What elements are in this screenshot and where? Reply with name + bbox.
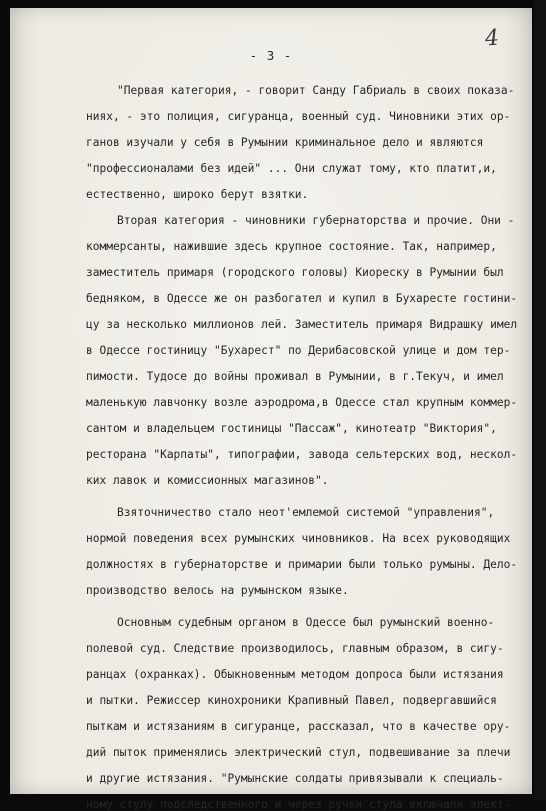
text-line: производство велось на румынском языке. (86, 584, 349, 597)
text-line: пыткам и истязаниям в сигуранце, рассказал, что в качестве ору- (86, 720, 511, 733)
text-line: естественно, широко берут взятки. (86, 188, 309, 201)
text-line: пимости. Тудосе до войны проживал в Румынии, в г.Текуч, и имел (86, 370, 504, 383)
text-line: маленькую лавчонку возле аэродрома,в Одессе стал крупным коммер- (86, 396, 518, 409)
text-line: ресторана "Карпаты", типографии, завода сельтерских вод, нескол- (86, 448, 518, 461)
text-line: Основным судебным органом в Одессе был румынский военно- (117, 616, 495, 629)
text-line: ганов изучали у себя в Румынии криминальное дело и являются (86, 136, 484, 149)
text-line: "профессионалами без идей" ... Они служат тому, кто платит,и, (86, 162, 497, 175)
text-line: ранцах (охранках). Обыкновенным методом допроса были истязания (86, 668, 504, 681)
text-line: "Первая категория, - говорит Санду Габриаль в своих показа- (117, 84, 515, 97)
text-line: заместитель примаря (городского головы) Киореску в Румынии был (86, 266, 504, 279)
scan-edge (534, 0, 546, 800)
text-line: ких лавок и комиссионных магазинов". (86, 474, 329, 487)
text-line: Вторая категория - чиновники губернаторства и прочие. Они - (117, 214, 515, 227)
text-line: должностях в губернаторстве и примарии были только румыны. Дело- (86, 558, 518, 571)
text-line: ниях, - это полиция, сигуранца, военный суд. Чиновники этих ор- (86, 110, 511, 123)
text-line: полевой суд. Следствие производилось, главным образом, в сигу- (86, 642, 504, 655)
text-line: в Одессе гостиницу "Бухарест" по Дерибасовской улице и дом тер- (86, 344, 511, 357)
text-line: и другие истязания. "Румынские солдаты привязывали к специаль- (86, 772, 504, 785)
text-line: ному стулу подследственного и через ручки стула включали элект- (86, 798, 511, 811)
text-line: и пытки. Режиссер кинохроники Крапивный Павел, подвергавшийся (86, 694, 497, 707)
text-line: сантом и владельцем гостиницы "Пассаж", кинотеатр "Виктория", (86, 422, 497, 435)
text-line: коммерсанты, нажившие здесь крупное состояние. Так, например, (86, 240, 497, 253)
document-page (10, 8, 532, 811)
text-line: нормой поведения всех румынских чиновников. На всех руководящих (86, 532, 511, 545)
text-line: бедняком, в Одессе же он разбогател и купил в Бухаресте гостини- (86, 292, 518, 305)
handwritten-page-mark: 4 (484, 25, 500, 52)
text-line: цу за несколько миллионов лей. Заместитель примаря Видрашку имел (86, 318, 518, 331)
text-line: Взяточничество стало неот'емлемой системой "управления", (117, 506, 495, 519)
text-line: дий пыток применялись электрический стул, подвешивание за плечи (86, 746, 511, 759)
page-number: - 3 - (249, 48, 293, 63)
